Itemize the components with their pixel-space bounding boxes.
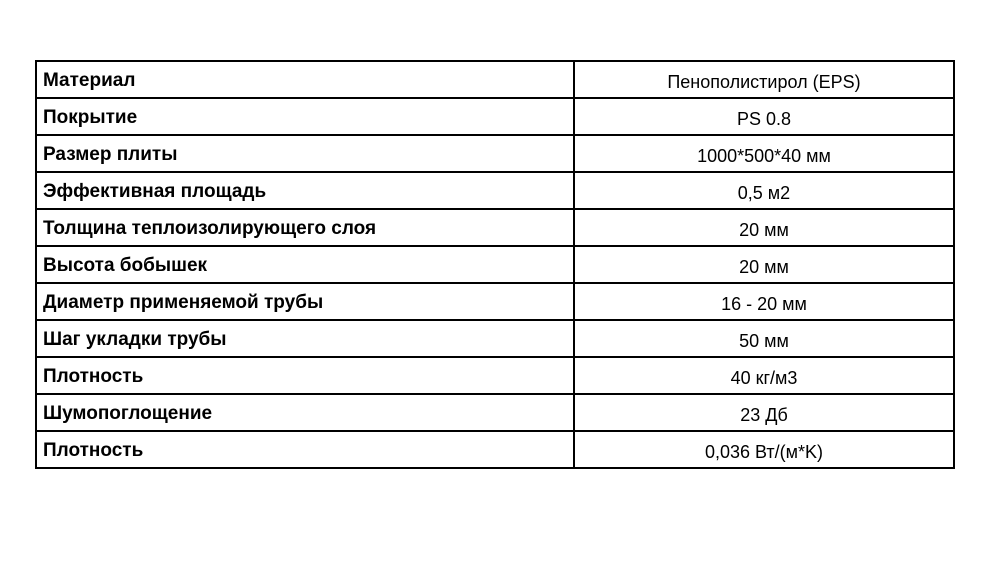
table-row: [36, 320, 954, 357]
row-value: 40 кг/м3: [574, 357, 954, 394]
table-row: [36, 61, 954, 98]
row-label: Плотность: [36, 431, 574, 468]
table-row: [36, 431, 954, 468]
row-value: 20 мм: [574, 246, 954, 283]
row-value: 0,036 Вт/(м*K): [574, 431, 954, 468]
row-value: 16 - 20 мм: [574, 283, 954, 320]
row-label: Шаг укладки трубы: [36, 320, 574, 357]
row-label: Плотность: [36, 357, 574, 394]
row-value: 50 мм: [574, 320, 954, 357]
table-row: [36, 394, 954, 431]
table-row: [36, 135, 954, 172]
row-value: 20 мм: [574, 209, 954, 246]
row-label: Материал: [36, 61, 574, 98]
row-label: Диаметр применяемой трубы: [36, 283, 574, 320]
row-value: 1000*500*40 мм: [574, 135, 954, 172]
row-label: Эффективная площадь: [36, 172, 574, 209]
row-label: Толщина теплоизолирующего слоя: [36, 209, 574, 246]
spec-table: [35, 60, 955, 469]
row-value: PS 0.8: [574, 98, 954, 135]
table-row: [36, 98, 954, 135]
table-row: [36, 172, 954, 209]
table-row: [36, 209, 954, 246]
table-row: [36, 357, 954, 394]
row-label: Шумопоглощение: [36, 394, 574, 431]
row-label: Высота бобышек: [36, 246, 574, 283]
table-row: [36, 283, 954, 320]
row-value: 0,5 м2: [574, 172, 954, 209]
row-value: 23 Дб: [574, 394, 954, 431]
row-label: Покрытие: [36, 98, 574, 135]
row-label: Размер плиты: [36, 135, 574, 172]
row-value: Пенополистирол (EPS): [574, 61, 954, 98]
table-row: [36, 246, 954, 283]
